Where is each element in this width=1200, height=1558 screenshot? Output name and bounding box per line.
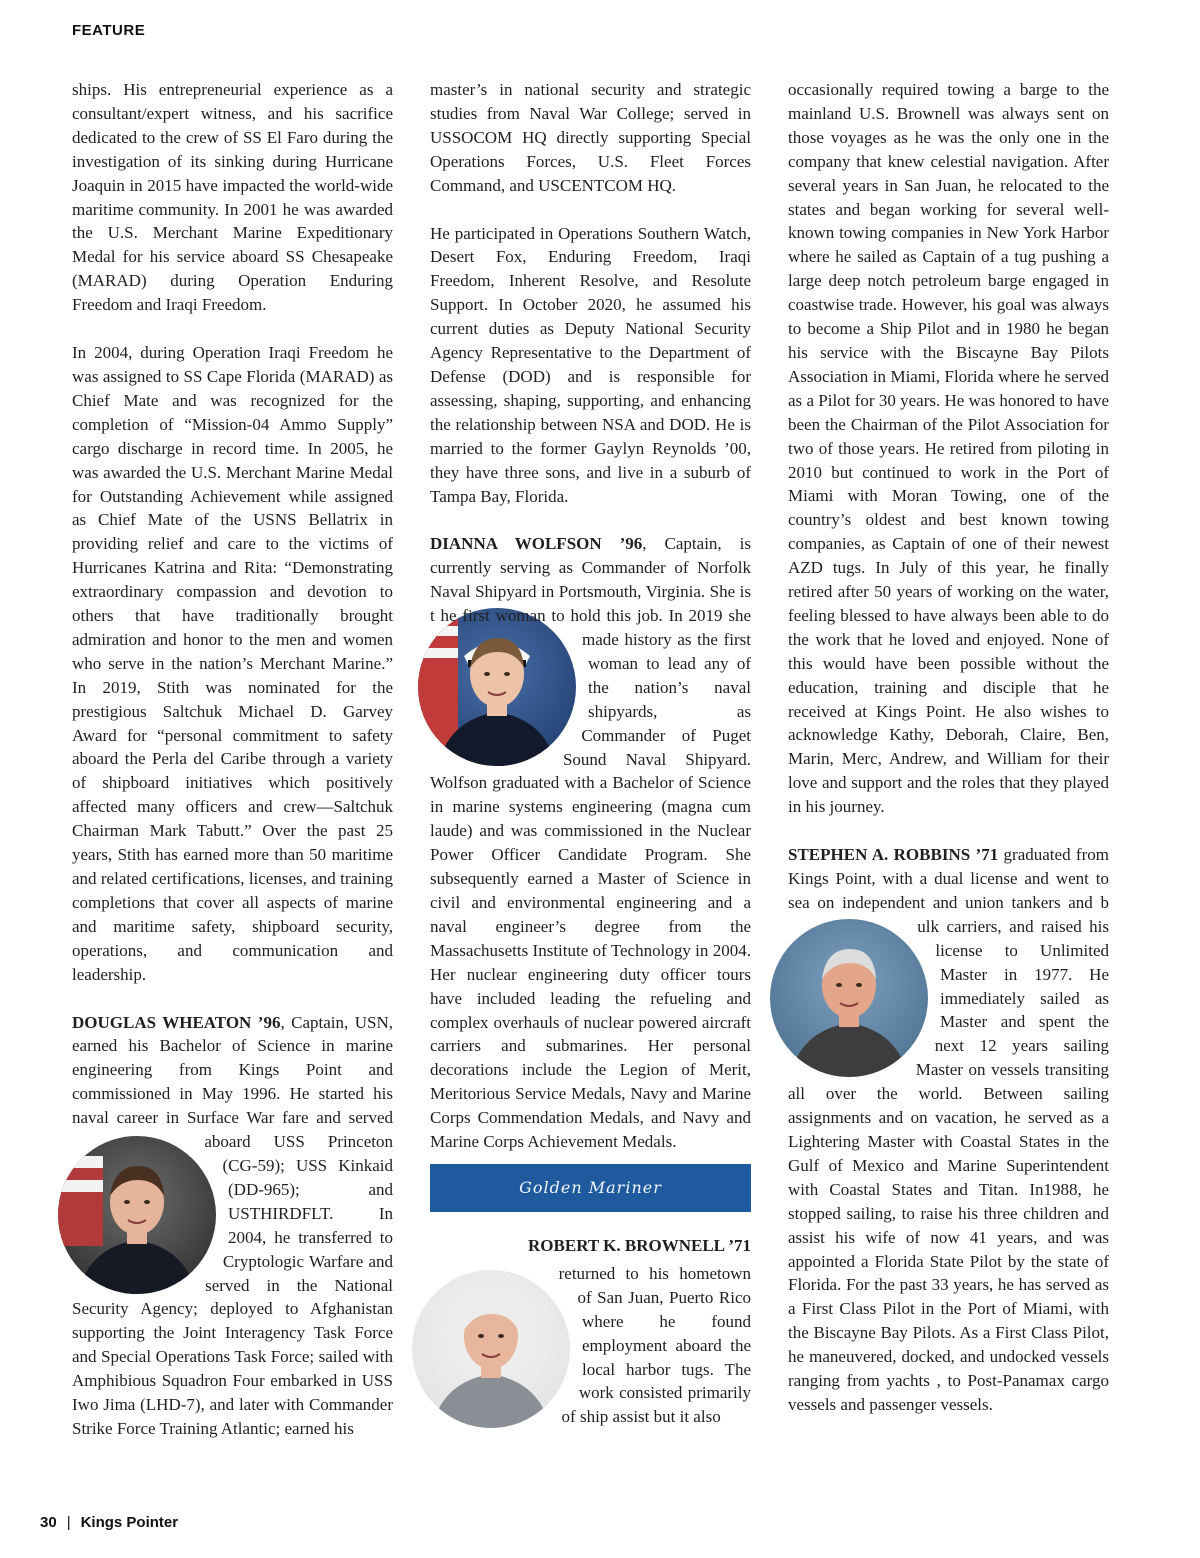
publication-name: Kings Pointer bbox=[80, 1514, 179, 1531]
robbins-photo bbox=[770, 919, 928, 1077]
wheaton-text-rest: fare and served aboard USS Princeton (CG-59); USS Kinkaid (DD-965); and USTHIRDFLT. In 2004, he transferred to Cryptologic Warfare and served in the National Security Agency; deployed to Afghanistan supporting the Joint Interagency Task Force and Special Operations Task Force; sailed with Amphibious Squadron Four embarked in USS Iwo Jima (LHD-7), and later with Commander Strike Force Training Atlantic; earned his bbox=[72, 1108, 394, 1438]
footer-separator: | bbox=[66, 1514, 71, 1531]
robbins-text-rest: ulk carriers, and raised his license to Unlimited Master in 1977. He immediately sailed as Master and spent the next 12 years sailing Master on vessels transiting all over the world. Between sailing assignments and on vacation, he served as a Lightering Master with Coastal States in the Gulf of Mexico and Marine Superintendent with Coastal States and Titan. In1988, he stopped sailing, to raise his three children and assist his wife of now 41 years, and was appointed a Florida State Pilot by the state of Florida. For the past 33 years, he has served as a First Class Pilot in the Port of Miami, with the Biscayne Bay Pilots. As a First Class Pilot, he maneuvered, docked, and undocked vessels ranging from yachts , to Post-Panamax cargo vessels and passenger vessels. bbox=[788, 916, 1109, 1414]
stith-paragraph-1: ships. His entrepreneurial experience as a consultant/expert witness, and his sacrifice dedicated to the crew of SS El Faro during the investigation of its sinking during Hurricane Joaquin in 2015 have impacted the world-wide maritime community. In 2001 he was awarded the U.S. Merchant Marine Expeditionary Medal for his service aboard SS Chesapeake (MARAD) during Operation Enduring Freedom and Iraqi Freedom. bbox=[72, 80, 393, 315]
wolfson-profile bbox=[430, 532, 751, 1154]
wolfson-photo bbox=[418, 608, 576, 766]
wolfson-text-lead: , Captain, is currently serving as Commander of Norfolk Naval Shipyard in Portsmouth, Virginia. She is t bbox=[430, 534, 751, 626]
page-footer bbox=[40, 1514, 178, 1531]
brownell-text-body: returned to his hometown of San Juan, Puerto Rico where he found employment aboard the local harbor tugs. The work consisted primarily of ship assist but it also bbox=[558, 1263, 751, 1427]
brownell-paragraph-continued: occasionally required towing a barge to the mainland U.S. Brownell was always sent on those voyages as he was the only one in the company that knew celestial navigation. After several years in San Juan, he relocated to the states and began working for several well-known towing companies in New York Harbor where he sailed as Captain of a tug pushing a large deep notch petroleum barge engaged in coastwise trade. However, his goal was always to become a Ship Pilot and in 1980 he began his service with the Biscayne Bay Pilots Association in Miami, Florida where he served as a Pilot for 30 years. He was honored to have been the Chairman of the Pilot Association for two of those years. He retired from piloting in 2010 but continued to work in the Port of Miami with Moran Towing, one of the country’s oldest and best known towing companies, as Captain of one of their newest AZD tugs. In July of this year, he finally retired after 50 years of working on the water, feeling blessed to have always been able to do the work that he loved and enjoyed. None of this would have been possible without the education, training and disciple that he received at Kings Point. He also wishes to acknowledge Kathy, Deborah, Claire, Ben, Marin, Merc, Andrew, and William for their love and support and the roles that they played in his journey. bbox=[788, 80, 1109, 817]
wheaton-photo bbox=[58, 1136, 216, 1294]
wolfson-text-rest: he first woman to hold this job. In 2019 she made history as the first woman to lead any of the nation’s naval shipyards, as Commander of Puget Sound Naval Shipyard. Wolfson graduated with a Bachelor of Science in marine systems engineering (magna cum laude) and was commissioned in the Nuclear Power Officer Candidate Program. She subsequently earned a Master of Science in civil and environmental engineering and a naval engineer’s degree from the Massachusetts Institute of Technology in 2004. Her nuclear engineering duty officer tours have included leading the refueling and complex overhauls of nuclear powered aircraft carriers and submarines. Her personal decorations include the Legion of Merit, Meritorious Service Medals, Navy and Marine Corps Commendation Medals, and Navy and Marine Corps Achievement Medals. bbox=[430, 606, 752, 1152]
stith-paragraph-2: In 2004, during Operation Iraqi Freedom he was assigned to SS Cape Florida (MARAD) as Chief Mate and was recognized for the completion of “Mission-04 Ammo Supply” cargo discharge in record time. In 2005, he was awarded the U.S. Merchant Marine Medal for Outstanding Achievement while assigned as Chief Mate of the USNS Bellatrix in providing relief and care to the victims of Hurricanes Katrina and Rita: “Demonstrating extraordinary compassion and devotion to others that have traditionally brought admiration and honor to the men and women who serve in the nation’s Merchant Marine.” In 2019, Stith was nominated for the prestigious Saltchuk Michael D. Garvey Award for “personal commitment to safety aboard the Perla del Caribe through a variety of shipboard initiatives which positively affected many officers and crew—Saltchuk Chairman Mark Tabutt.” Over the past 25 years, Stith has earned more than 50 maritime and related certifications, licenses, and training completions that cover all aspects of marine and maritime safety, shipboard security, operations, and communication and leadership. bbox=[72, 343, 393, 984]
section-label: FEATURE bbox=[72, 22, 146, 39]
page-number: 30 bbox=[40, 1514, 57, 1531]
brownell-profile bbox=[430, 1262, 751, 1429]
golden-mariner-banner: Golden Mariner bbox=[430, 1164, 751, 1212]
wolfson-name: DIANNA WOLFSON ’96 bbox=[430, 534, 643, 554]
robbins-text-lead: graduated from Kings Point, with a dual license and went to sea on independent and union tankers and b bbox=[788, 845, 1109, 912]
wheaton-paragraph-continued: master’s in national security and strategic studies from Naval War College; served in USSOCOM HQ directly supporting Special Operations Forces, U.S. Fleet Forces Command, and USCENTCOM HQ. bbox=[430, 80, 751, 195]
column-3 bbox=[788, 78, 1109, 1441]
wheaton-name: DOUGLAS WHEATON ’96 bbox=[72, 1012, 281, 1032]
column-1 bbox=[72, 78, 393, 1441]
column-2 bbox=[430, 78, 751, 1453]
brownell-name: ROBERT K. BROWNELL ’71 bbox=[528, 1235, 751, 1255]
robbins-name: STEPHEN A. ROBBINS ’71 bbox=[788, 845, 999, 865]
wheaton-profile bbox=[72, 1011, 393, 1441]
wheaton-paragraph-2: He participated in Operations Southern Watch, Desert Fox, Enduring Freedom, Iraqi Freedom, Inherent Resolve, and Resolute Support. In October 2020, he assumed his current duties as Deputy National Security Agency Representative to the Department of Defense (DOD) and is responsible for assessing, shaping, supporting, and enhancing the relationship between NSA and DOD. He is married to the former Gaylyn Reynolds ’00, they have three sons, and live in a suburb of Tampa Bay, Florida. bbox=[430, 223, 751, 506]
brownell-photo bbox=[412, 1270, 570, 1428]
robbins-profile bbox=[788, 843, 1109, 1417]
wheaton-text-lead: , Captain, USN, earned his Bachelor of Science in marine engineering from Kings Point and commissioned in May 1996. He started his naval career in Surface War bbox=[72, 1012, 393, 1128]
